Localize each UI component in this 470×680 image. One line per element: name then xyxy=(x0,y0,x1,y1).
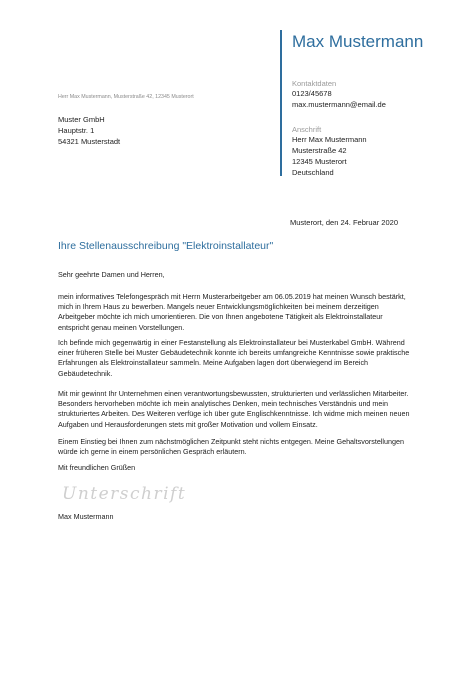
recipient-line: 54321 Musterstadt xyxy=(58,137,121,146)
recipient-line: Muster GmbH xyxy=(58,115,105,124)
body-paragraph: Ich befinde mich gegenwärtig in einer Festanstellung als Elektroinstallateur bei Musterkabel GmbH. Während einer früheren Stelle bei Muster Gebäudetechnik konnte ich bereits umfangreiche Kenntnisse sowie praktische Erfahrungen als Elektroinstallateur sammeln. Meine Aufgaben lagen dort überwiegend im Bereich Gebäudetechnik. xyxy=(58,338,410,378)
contact-phone: 0123/45678 xyxy=(292,89,332,98)
closing: Mit freundlichen Grüßen xyxy=(58,463,136,472)
signature-image: Unterschrift xyxy=(62,484,187,504)
address-label: Anschrift xyxy=(292,125,322,134)
body-paragraph: mein informatives Telefongespräch mit Herrn Musterarbeitgeber am 06.05.2019 hat meinen Wunsch bestärkt, mich in Ihrem Haus zu bewerben. Mangels neuer Entwicklungsmöglichkeiten bei meinem derzeitigen Arbeitgeber möchte ich mich umorientieren. Die von Ihnen angebotene Tätigkeit als Elektroinstallateur entspricht genau meinen Vorstellungen. xyxy=(58,292,406,332)
address-line: Musterstraße 42 xyxy=(292,146,347,155)
return-address: Herr Max Mustermann, Musterstraße 42, 12345 Musterort xyxy=(58,94,194,100)
body-paragraph: Mit mir gewinnt Ihr Unternehmen einen verantwortungsbewussten, strukturierten und verlässlichen Mitarbeiter. Besonders hervorheben möchte ich mein analytisches Denken, mein technisches Verständnis und mein strukturiertes Arbeiten. Des Weiteren verfüge ich über gute Englischkenntnisse. Ich widme mich meinen neuen Aufgaben und Herausforderungen stets mit großer Motivation und vollem Einsatz. xyxy=(58,389,410,429)
contact-label: Kontaktdaten xyxy=(292,79,337,88)
letter-date: Musterort, den 24. Februar 2020 xyxy=(290,218,398,227)
sender-name: Max Mustermann xyxy=(292,32,424,51)
header-divider xyxy=(280,30,282,176)
address-line: Herr Max Mustermann xyxy=(292,135,367,144)
body-paragraph: Einem Einstieg bei Ihnen zum nächstmöglichen Zeitpunkt steht nichts entgegen. Meine Gehaltsvorstellungen würde ich gerne in einem persönlichen Gespräch erläutern. xyxy=(58,437,405,457)
address-line: 12345 Musterort xyxy=(292,157,347,166)
signer-name: Max Mustermann xyxy=(58,512,114,521)
salutation: Sehr geehrte Damen und Herren, xyxy=(58,270,165,279)
recipient-line: Hauptstr. 1 xyxy=(58,126,95,135)
letter-subject: Ihre Stellenausschreibung "Elektroinstallateur" xyxy=(58,240,274,252)
address-line: Deutschland xyxy=(292,168,334,177)
contact-email: max.mustermann@email.de xyxy=(292,100,386,109)
